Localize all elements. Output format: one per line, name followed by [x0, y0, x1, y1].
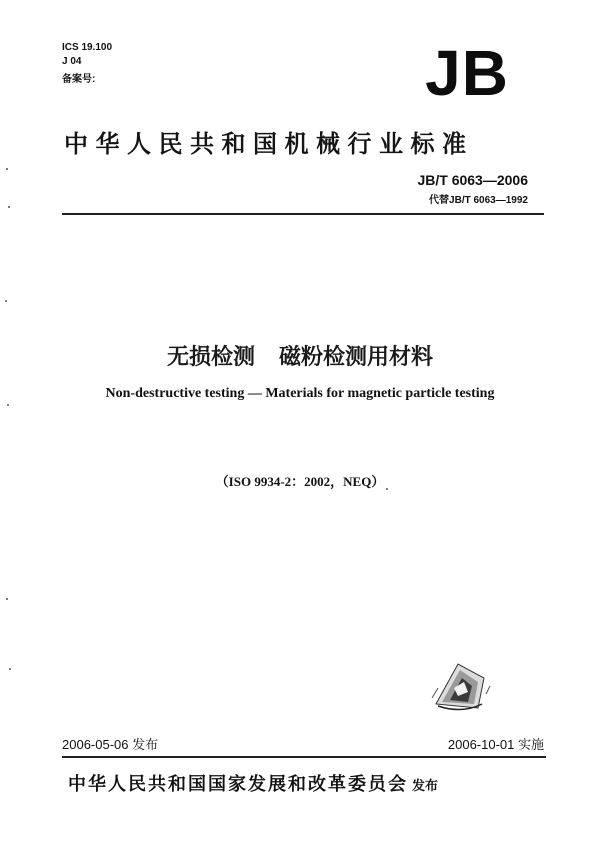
issuer-name: 中华人民共和国国家发展和改革委员会	[68, 774, 408, 795]
issuer-suffix: 发布	[412, 779, 439, 794]
issue-date: 2006-05-06 发布	[62, 737, 159, 752]
scan-speck	[386, 488, 388, 490]
scan-speck	[6, 168, 8, 170]
standard-number: JB/T 6063—2006	[417, 172, 528, 188]
adoption-reference: （ISO 9934-2：2002，NEQ）	[215, 474, 385, 489]
top-divider	[62, 213, 544, 215]
scan-speck	[6, 598, 8, 600]
scan-speck	[7, 404, 9, 406]
ccs-code: J 04	[62, 56, 82, 67]
scan-speck	[5, 300, 7, 302]
standard-category-title: 中华人民共和国机械行业标准	[64, 130, 474, 158]
implementation-date: 2006-10-01 实施	[447, 737, 544, 752]
replaces-standard: 代替JB/T 6063—1992	[429, 195, 528, 206]
jb-logo: JB	[425, 37, 509, 109]
bottom-divider	[62, 756, 546, 758]
title-cn-part1: 无损检测	[166, 345, 255, 370]
document-title-en: Non-destructive testing — Materials for magnetic particle testing	[105, 386, 495, 401]
publisher-seal-icon	[428, 658, 496, 714]
ics-code: ICS 19.100	[62, 42, 113, 53]
scan-speck	[8, 206, 10, 208]
scan-speck	[9, 668, 11, 670]
document-title-cn	[0, 340, 600, 371]
title-cn-part2: 磁粉检测用材料	[279, 345, 434, 370]
record-number-label: 备案号:	[62, 74, 96, 85]
issuing-authority	[68, 770, 438, 796]
